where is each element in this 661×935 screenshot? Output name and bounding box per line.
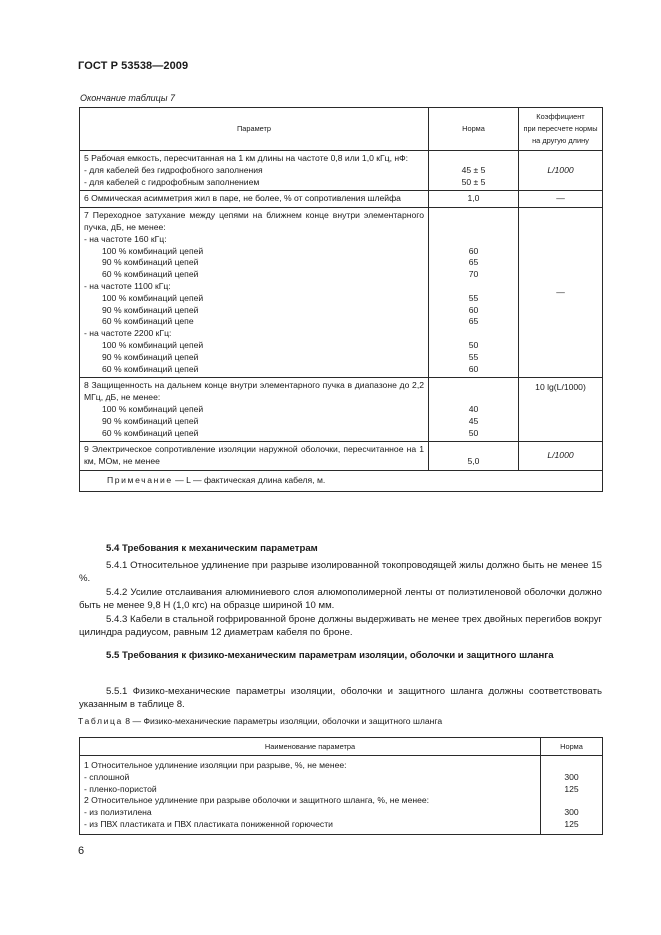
row7-v3: 70 [468, 269, 479, 280]
row5-param [80, 151, 429, 191]
row9-coef: L/1000 [519, 442, 603, 471]
row8-param [80, 378, 429, 442]
row8-title: 8 Защищенность на дальнем конце внутри элементарного пучка в диапазоне до 2,2 МГц, дБ, не менее: [84, 380, 424, 403]
row7-f3c: 60 % комбинаций цепей [102, 363, 199, 374]
row9-norm: 5,0 [429, 442, 519, 471]
row7-f1b: 90 % комбинаций цепей [102, 257, 199, 268]
row7-f2a: 100 % комбинаций цепей [102, 292, 204, 303]
row7-f2: - на частоте 1100 кГц: [84, 280, 171, 291]
t8-r2: 2 Относительное удлинение при разрыве оболочки и защитного шланга, %, не менее: [84, 795, 430, 806]
table-8 [79, 737, 603, 835]
row8-norm [429, 378, 519, 442]
row7-title: 7 Переходное затухание между цепями на ближнем конце внутри элементарного пучка, дБ, не менее: [84, 210, 424, 232]
t8-v1a: 300 [564, 771, 579, 782]
t8-v1b: 125 [564, 783, 579, 794]
table-header-row [80, 738, 603, 756]
table-row [80, 442, 603, 471]
row8-coef: 10 lg(L/1000) [519, 378, 603, 442]
row5-v2: 50 ± 5 [461, 176, 486, 187]
t8-param [80, 756, 541, 835]
row6-coef: — [519, 191, 603, 208]
t8-r1a: - сплошной [84, 771, 130, 782]
row8-c: 60 % комбинаций цепей [102, 427, 199, 438]
table-row [80, 756, 603, 835]
row7-v6: 65 [468, 316, 479, 327]
row5-coef: L/1000 [519, 151, 603, 191]
row6-norm: 1,0 [429, 191, 519, 208]
note-text: — L — фактическая длина кабеля, м. [172, 475, 326, 486]
row7-v4: 55 [468, 292, 479, 303]
section-5-4-2: 5.4.2 Усилие отслаивания алюминиевого слоя алюмополимерной ленты от полиэтиленовой оболочки должно быть не менее 9,8 Н (1,0 кгс) на образце шириной 10 мм. [79, 587, 602, 612]
section-5-4-heading: 5.4 Требования к механическим параметрам [106, 543, 318, 554]
col-header-norm: Норма [429, 108, 519, 151]
note-label: Примечание [107, 475, 173, 486]
row8-v2: 45 [468, 415, 479, 426]
row7-f1a: 100 % комбинаций цепей [102, 245, 204, 256]
row9-param: 9 Электрическое сопротивление изоляции наружной оболочки, пересчитанное на 1 км, МОм, не менее [80, 442, 429, 471]
row7-f3: - на частоте 2200 кГц: [84, 328, 172, 339]
table8-caption-label: Таблица [78, 716, 123, 726]
row8-b: 90 % комбинаций цепей [102, 415, 199, 426]
table-header-row [80, 108, 603, 151]
col-header-coef-l3: на другую длину [532, 135, 589, 145]
row7-v5: 60 [468, 304, 479, 315]
table-row [80, 208, 603, 378]
col-header-name: Наименование параметра [80, 738, 541, 756]
page-number: 6 [78, 845, 85, 857]
col-header-coef-l1: Коэффициент [536, 112, 585, 122]
row7-norm [429, 208, 519, 378]
section-5-4-3: 5.4.3 Кабели в стальной гофрированной броне должны выдерживать не менее трех двойных перегибов вокруг цилиндра радиусом, равным 12 диаметрам кабеля по броне. [79, 614, 602, 639]
t8-r1: 1 Относительное удлинение изоляции при разрыве, %, не менее: [84, 760, 347, 770]
table7-note [80, 470, 603, 491]
row5-line2: - для кабелей с гидрофобным заполнением [84, 176, 260, 187]
section-5-5-heading: 5.5 Требования к физико-механическим параметрам изоляции, оболочки и защитного шланга [106, 650, 554, 661]
row7-f3b: 90 % комбинаций цепей [102, 351, 199, 362]
row5-line1: - для кабелей без гидрофобного заполнения [84, 164, 263, 175]
row7-v9: 60 [468, 363, 479, 374]
section-5-5-1: 5.5.1 Физико-механические параметры изоляции, оболочки и защитного шланга должны соответствовать указанным в таблице 8. [79, 686, 602, 711]
section-5-4-1: 5.4.1 Относительное удлинение при разрыве изолированной токопроводящей жилы должно быть не менее 15 %. [79, 560, 602, 585]
row5-title: 5 Рабочая емкость, пересчитанная на 1 км длины на частоте 0,8 или 1,0 кГц, нФ: [84, 153, 409, 163]
row8-a: 100 % комбинаций цепей [102, 403, 204, 414]
row7-v2: 65 [468, 257, 479, 268]
row7-v8: 55 [468, 351, 479, 362]
table-row [80, 378, 603, 442]
t8-r2b: - из ПВХ пластиката и ПВХ пластиката пониженной горючести [84, 818, 333, 829]
row7-f1: - на частоте 160 кГц: [84, 233, 167, 244]
table-row [80, 151, 603, 191]
row7-param [80, 208, 429, 378]
row7-f1c: 60 % комбинаций цепей [102, 269, 199, 280]
table-row [80, 191, 603, 208]
table8-caption-text: 8 — Физико-механические параметры изоляции, оболочки и защитного шланга [122, 716, 443, 726]
row7-coef: — [519, 208, 603, 378]
t8-r2a: - из полиэтилена [84, 807, 152, 818]
row5-v1: 45 ± 5 [461, 164, 486, 175]
t8-v2b: 125 [564, 818, 579, 829]
row8-v3: 50 [468, 427, 479, 438]
table-7 [79, 107, 603, 492]
table7-caption: Окончание таблицы 7 [80, 93, 175, 103]
row6-param: 6 Оммическая асимметрия жил в паре, не более, % от сопротивления шлейфа [80, 191, 429, 208]
standard-header: ГОСТ Р 53538—2009 [78, 60, 189, 72]
t8-r1b: - пленко-пористой [84, 783, 157, 794]
row7-v7: 50 [468, 339, 479, 350]
t8-norm [541, 756, 603, 835]
row7-f3a: 100 % комбинаций цепей [102, 339, 204, 350]
table8-caption [78, 716, 442, 726]
row7-v1: 60 [468, 245, 479, 256]
row7-f2c: 60 % комбинаций цепе [102, 316, 194, 327]
note-row [80, 470, 603, 491]
col-header-coef-l2: при пересчете нормы [523, 124, 598, 134]
row5-norm [429, 151, 519, 191]
t8-v2a: 300 [564, 807, 579, 818]
col-header-coef [519, 108, 603, 151]
col-header-norm: Норма [541, 738, 603, 756]
col-header-param: Параметр [80, 108, 429, 151]
row7-f2b: 90 % комбинаций цепей [102, 304, 199, 315]
row8-v1: 40 [468, 403, 479, 414]
